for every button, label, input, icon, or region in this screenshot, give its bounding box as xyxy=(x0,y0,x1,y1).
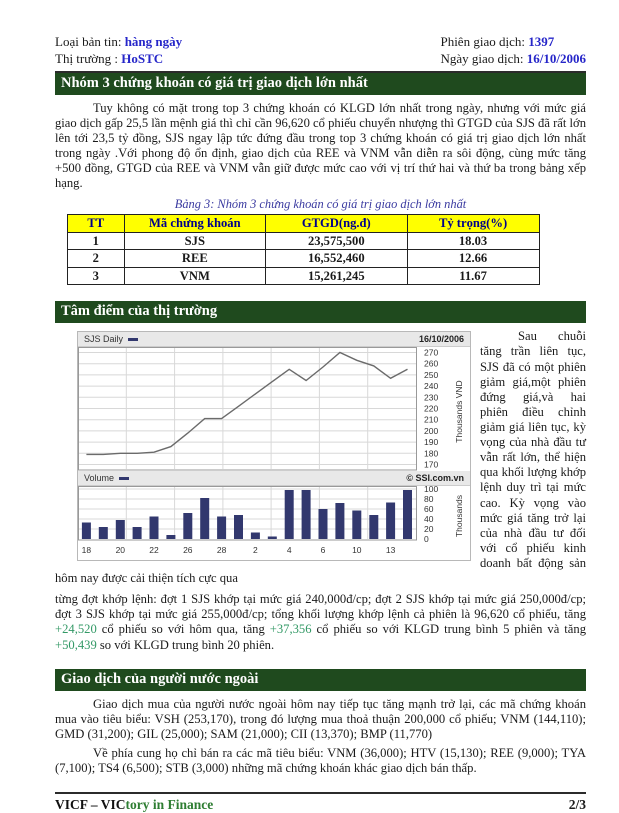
volume-legend-dash-icon xyxy=(119,477,129,480)
chart-title-strip xyxy=(78,332,470,347)
trade-date-row xyxy=(440,51,586,68)
foreign-sell-paragraph: Về phía cung họ chỉ bán ra các mã tiêu biểu: VNM (36,000); HTV (15,130); REE (9,000); TYA (7,100); TS4 (6,500); STB (3,000) những mã chứng khoán khác giao dịch bán thấp. xyxy=(55,745,586,776)
ssi-watermark: © SSI.com.vn xyxy=(406,473,464,484)
section-title-foreign: Giao dịch của người nước ngoài xyxy=(55,669,586,691)
svg-text:100: 100 xyxy=(424,484,439,495)
chart-date: 16/10/2006 xyxy=(418,334,464,345)
page-number: 2/3 xyxy=(568,797,586,813)
svg-text:240: 240 xyxy=(424,381,439,392)
focus-continuation: từng đợt khớp lệnh: đợt 1 SJS khớp tại mức giá 240,000đ/cp; đợt 2 SJS khớp tại mức giá 250,000đ/cp; đợt 3 SJS khớp tại mức giá 255,000đ/cp; tổng khối lượng khớp lệnh cả phiên là 96,620 cổ phiếu, tăng +24,520 cổ phiếu so với hôm qua, tăng +37,356 cổ phiếu so với KLGD trung bình 5 phiên và tăng +50,439 so với KLGD trung bình 20 phiên. xyxy=(55,592,586,652)
sjs-chart xyxy=(77,331,471,561)
col-header-weight: Tỷ trọng(%) xyxy=(407,215,539,232)
volume-legend: Volume xyxy=(84,473,129,483)
svg-text:170: 170 xyxy=(424,459,439,470)
doc-type-value: hàng ngày xyxy=(124,34,183,49)
doc-type-row xyxy=(55,34,182,51)
svg-text:260: 260 xyxy=(424,359,439,370)
header-right xyxy=(440,34,586,68)
market-value: HoSTC xyxy=(121,50,164,66)
svg-text:190: 190 xyxy=(424,437,439,448)
session-row xyxy=(440,34,586,51)
svg-text:210: 210 xyxy=(424,415,439,426)
svg-text:26: 26 xyxy=(183,545,193,556)
section-title-focus: Tâm điểm của thị trường xyxy=(55,301,586,323)
document-footer xyxy=(55,794,586,813)
session-label: Phiên giao dịch: xyxy=(440,34,525,49)
table-row: 1 SJS 23,575,500 18.03 xyxy=(68,232,540,249)
market-label: Thị trường : xyxy=(55,50,119,66)
table-row: 2 REE 16,552,460 12.66 xyxy=(68,250,540,267)
svg-text:220: 220 xyxy=(424,403,439,414)
svg-text:270: 270 xyxy=(424,347,439,358)
market-row xyxy=(55,51,182,68)
document-header xyxy=(55,34,586,68)
svg-text:230: 230 xyxy=(424,392,439,403)
svg-text:4: 4 xyxy=(286,545,292,556)
trade-date-value: 16/10/2006 xyxy=(526,50,586,66)
svg-text:60: 60 xyxy=(424,504,434,515)
focus-side-text: Sau chuỗi tăng trần liên tục, SJS đã có một phiên giảm giá,một phiên đứng giá,và hai phiên điều chỉnh giảm giá liên tục, kỳ vọng của nhà đầu tư vẫn rất lớn, thể hiện qua khối lượng khớp lệnh duy trì tại mức cao. Kỳ vọng vào mức giá tăng trở lại của nhà đầu tư đối với cổ phiếu kinh doanh bất động sản hôm nay được cải thiện tích cực qua xyxy=(55,329,586,586)
svg-text:22: 22 xyxy=(149,545,159,556)
svg-text:13: 13 xyxy=(385,545,396,556)
col-header-gtgd: GTGD(ng.đ) xyxy=(266,215,407,232)
volume-strip xyxy=(78,471,470,486)
svg-text:180: 180 xyxy=(424,448,439,459)
brand-green: tory in Finance xyxy=(125,797,214,813)
svg-text:6: 6 xyxy=(320,545,326,556)
svg-text:Thousands: Thousands xyxy=(454,495,464,538)
header-left xyxy=(55,34,182,68)
svg-text:40: 40 xyxy=(424,514,434,525)
svg-text:20: 20 xyxy=(424,524,434,535)
trade-date-label: Ngày giao dịch: xyxy=(440,50,524,66)
col-header-ticker: Mã chứng khoán xyxy=(124,215,265,232)
svg-text:28: 28 xyxy=(216,545,227,556)
table-caption: Bảng 3: Nhóm 3 chứng khoán có giá trị giao dịch lớn nhất xyxy=(174,197,467,212)
svg-text:Thousands VND: Thousands VND xyxy=(454,380,464,443)
session-value: 1397 xyxy=(528,34,555,49)
top3-paragraph: Tuy không có mặt trong top 3 chứng khoán có KLGD lớn nhất trong ngày, nhưng với mức giá giao dịch gấp 25,5 lần mệnh giá thì chỉ cần 96,620 cổ phiếu chuyển nhượng thì GTGD của SJS đã rất lớn lên tới 23,5 tỷ đồng, SJS ngay lập tức đứng đầu trong top 3 chứng khoán có giá trị giao dịch lớn nhất trong ngày .Với phong độ ổn định, giao dịch của REE và VNM vẫn diễn ra sôi động, cùng mức tăng +500 đồng, GTGD của REE và VNM vẫn giữ được mức cao với vị trí thứ hai và thứ ba trong bảng xếp hạng. xyxy=(55,100,586,191)
svg-text:10: 10 xyxy=(352,545,362,556)
svg-text:20: 20 xyxy=(115,545,126,556)
svg-text:18: 18 xyxy=(81,545,92,556)
volume-chart xyxy=(78,486,468,560)
price-legend-dash-icon xyxy=(128,338,138,341)
top3-table xyxy=(67,214,540,285)
section-title-top3: Nhóm 3 chứng khoán có giá trị giao dịch lớn nhất xyxy=(55,73,586,95)
svg-text:80: 80 xyxy=(424,494,434,505)
table-row: 3 VNM 15,261,245 11.67 xyxy=(68,267,540,284)
brand-dark: VICF – VIC xyxy=(55,797,126,813)
col-header-tt: TT xyxy=(68,215,125,232)
foreign-buy-paragraph: Giao dịch mua của người nước ngoài hôm nay tiếp tục tăng mạnh trở lại, các mã chứng khoán mua vào tiêu biểu: VSH (253,170), trong đó lượng mua thoả thuận 200,000 cổ phiếu; VNM (144,110); GMD (31,200); GIL (25,000); SAM (21,000); CII (13,370); BMP (11,770) xyxy=(55,696,586,741)
svg-text:200: 200 xyxy=(424,426,439,437)
svg-text:0: 0 xyxy=(424,534,429,545)
doc-type-label: Loại bản tin: xyxy=(55,34,122,49)
table-header-row xyxy=(68,215,540,232)
svg-text:2: 2 xyxy=(253,545,258,556)
footer-brand xyxy=(55,797,213,813)
top3-table-body xyxy=(68,232,540,284)
chart-title: SJS Daily xyxy=(84,334,138,344)
price-chart xyxy=(78,347,468,471)
svg-text:250: 250 xyxy=(424,370,439,381)
